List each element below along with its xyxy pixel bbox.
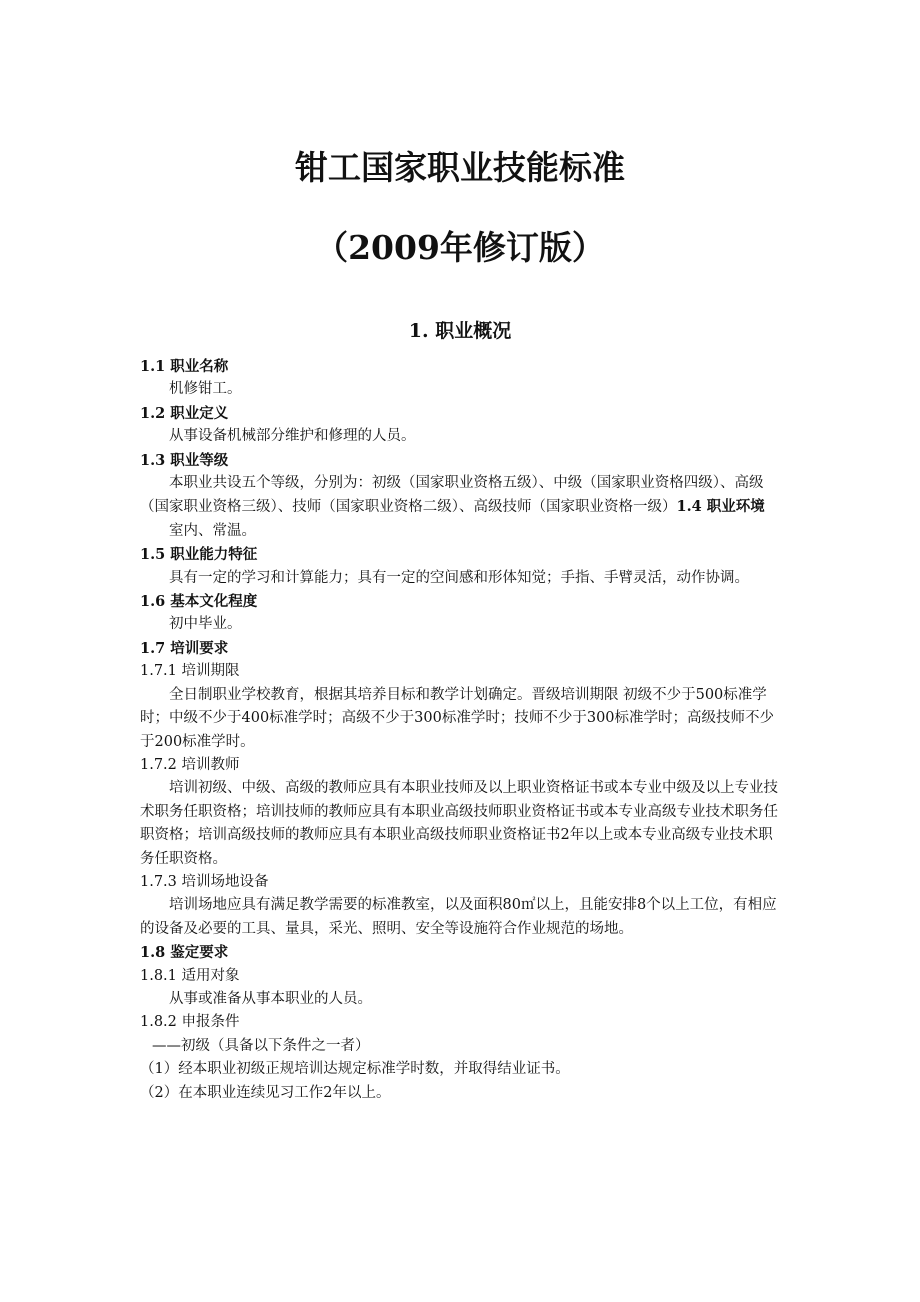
subsection-heading: 1.7.2 培训教师 bbox=[140, 756, 240, 773]
section-heading: 1.1 职业名称 bbox=[140, 358, 229, 375]
document-title: 钳工国家职业技能标准 bbox=[295, 148, 625, 187]
section-paragraph: 具有一定的学习和计算能力；具有一定的空间感和形体知觉；手指、手臂灵活，动作协调。 bbox=[169, 569, 749, 586]
section-heading: 1.7 培训要求 bbox=[140, 639, 229, 657]
section-paragraph bbox=[140, 472, 785, 520]
section-heading-inline: 1.4 职业环境 bbox=[676, 498, 765, 516]
section-paragraph: 全日制职业学校教育，根据其培养目标和教学计划确定。晋级培训期限 初级不少于500标准学时；中级不少于400标准学时；高级不少于300标准学时；技师不少于300标准学时；高级技师不少于200标准学时。 bbox=[140, 686, 775, 750]
subsection-heading: 1.7.3 培训场地设备 bbox=[140, 873, 269, 890]
levels-text: 本职业共设五个等级，分别为：初级（国家职业资格五级）、中级（国家职业资格四级）、高级（国家职业资格三级）、技师（国家职业资格二级）、高级技师（国家职业资格一级） bbox=[140, 475, 764, 516]
section-paragraph: 初中毕业。 bbox=[169, 616, 242, 633]
document-body bbox=[140, 355, 785, 1105]
level-condition-heading: ——初级（具备以下条件之一者） bbox=[152, 1037, 370, 1054]
section-paragraph: 培训初级、中级、高级的教师应具有本职业技师及以上职业资格证书或本专业中级及以上专业技术职务任职资格；培训技师的教师应具有本职业高级技师职业资格证书或本专业高级专业技术职务任职资格；培训高级技师的教师应具有本职业高级技师职业资格证书2年以上或本专业高级专业技术职务任职资格。 bbox=[140, 780, 778, 867]
section-heading: 1.5 职业能力特征 bbox=[140, 546, 258, 564]
section-heading: 1.6 基本文化程度 bbox=[140, 593, 258, 611]
condition-item: （2）在本职业连续见习工作2年以上。 bbox=[140, 1084, 391, 1101]
condition-item: （1）经本职业初级正规培训达规定标准学时数，并取得结业证书。 bbox=[140, 1061, 570, 1078]
section-paragraph: 室内、常温。 bbox=[169, 522, 256, 539]
section-heading: 1.3 职业等级 bbox=[140, 451, 229, 469]
subsection-heading: 1.8.1 适用对象 bbox=[140, 967, 240, 984]
section-heading: 1.8 鉴定要求 bbox=[140, 944, 229, 962]
chapter-heading: 1. 职业概况 bbox=[408, 320, 512, 342]
section-heading: 1.2 职业定义 bbox=[140, 404, 229, 422]
subsection-heading: 1.7.1 培训期限 bbox=[140, 663, 240, 680]
section-paragraph: 从事或准备从事本职业的人员。 bbox=[169, 990, 372, 1007]
subsection-heading: 1.8.2 申报条件 bbox=[140, 1014, 240, 1031]
section-paragraph: 从事设备机械部分维护和修理的人员。 bbox=[169, 428, 416, 445]
document-subtitle: （2009年修订版） bbox=[315, 228, 605, 267]
section-paragraph: 培训场地应具有满足教学需要的标准教室，以及面积80㎡以上，且能安排8个以上工位，有相应的设备及必要的工具、量具，采光、照明、安全等设施符合作业规范的场地。 bbox=[140, 897, 777, 937]
section-paragraph: 机修钳工。 bbox=[169, 381, 242, 398]
